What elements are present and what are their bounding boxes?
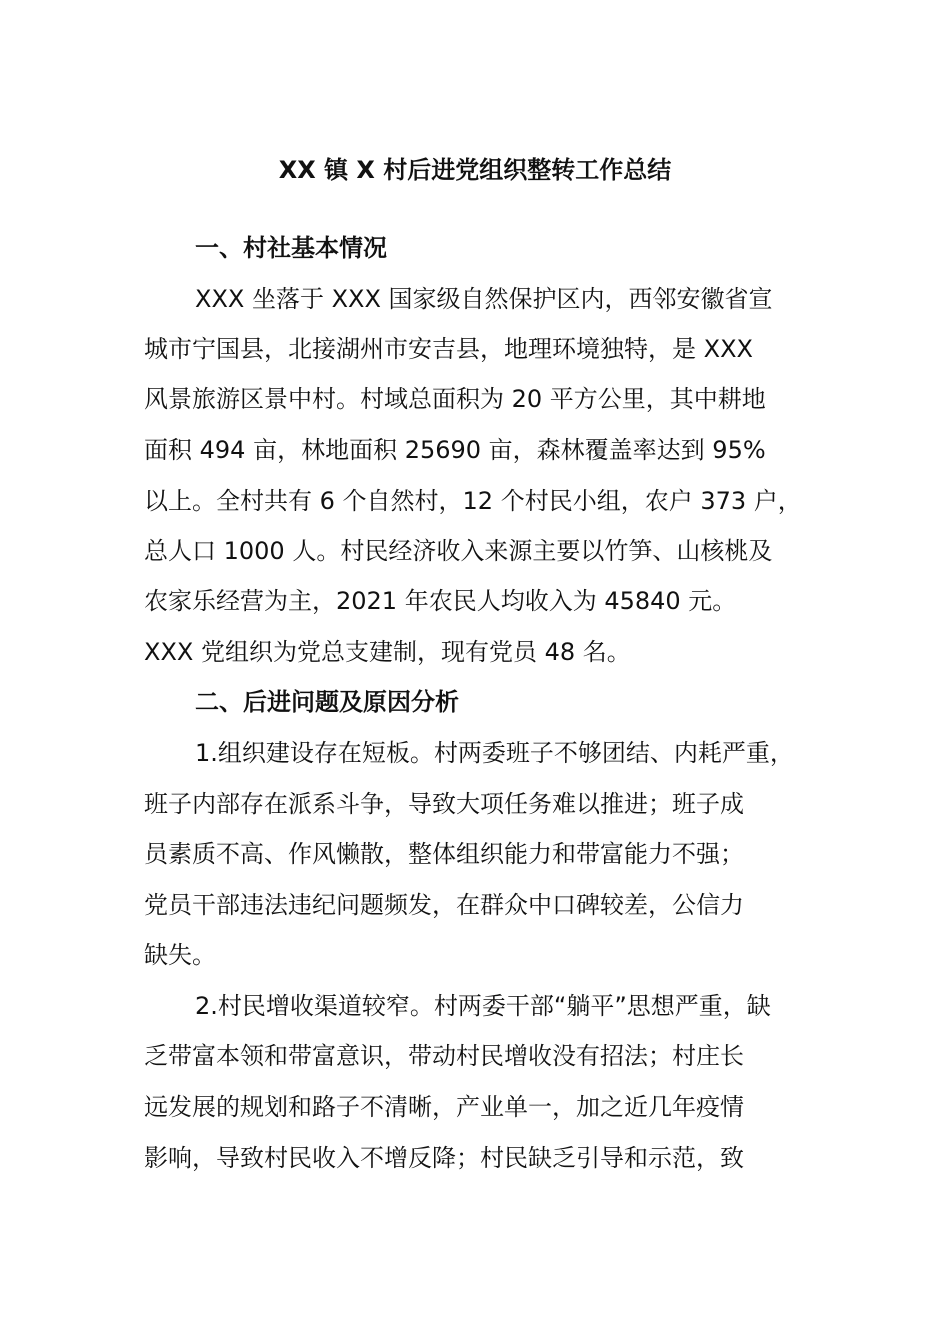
paragraph-line: 以上。全村共有 6 个自然村，12 个村民小组，农户 373 户， (144, 487, 802, 515)
section-heading-basic-info: 一、村社基本情况 (195, 234, 387, 262)
paragraph-line: 城市宁国县，北接湖州市安吉县，地理环境独特，是 XXX (144, 335, 753, 363)
paragraph-line: 班子内部存在派系斗争，导致大项任务难以推进；班子成 (144, 790, 744, 818)
paragraph-line: 风景旅游区景中村。村域总面积为 20 平方公里，其中耕地 (144, 385, 766, 413)
paragraph-line: 面积 494 亩，林地面积 25690 亩，森林覆盖率达到 95% (144, 436, 766, 464)
paragraph-line: 2.村民增收渠道较窄。村两委干部“躺平”思想严重，缺 (195, 992, 771, 1020)
paragraph-line: 农家乐经营为主，2021 年农民人均收入为 45840 元。 (144, 587, 737, 615)
paragraph-line: 缺失。 (144, 941, 216, 969)
paragraph-line: 党员干部违法违纪问题频发，在群众中口碑较差，公信力 (144, 891, 744, 919)
paragraph-line: XXX 党组织为党总支建制，现有党员 48 名。 (144, 638, 631, 666)
paragraph-line: XXX 坐落于 XXX 国家级自然保护区内，西邻安徽省宣 (195, 285, 773, 313)
section-heading-problem-analysis: 二、后进问题及原因分析 (195, 688, 459, 716)
paragraph-line: 远发展的规划和路子不清晰，产业单一，加之近几年疫情 (144, 1093, 744, 1121)
paragraph-line: 影响，导致村民收入不增反降；村民缺乏引导和示范，致 (144, 1144, 744, 1172)
paragraph-line: 1.组织建设存在短板。村两委班子不够团结、内耗严重， (195, 739, 794, 767)
document-title: XX 镇 X 村后进党组织整转工作总结 (278, 156, 672, 184)
paragraph-line: 乏带富本领和带富意识，带动村民增收没有招法；村庄长 (144, 1042, 744, 1070)
paragraph-line: 员素质不高、作风懒散，整体组织能力和带富能力不强； (144, 840, 744, 868)
paragraph-line: 总人口 1000 人。村民经济收入来源主要以竹笋、山核桃及 (144, 537, 773, 565)
